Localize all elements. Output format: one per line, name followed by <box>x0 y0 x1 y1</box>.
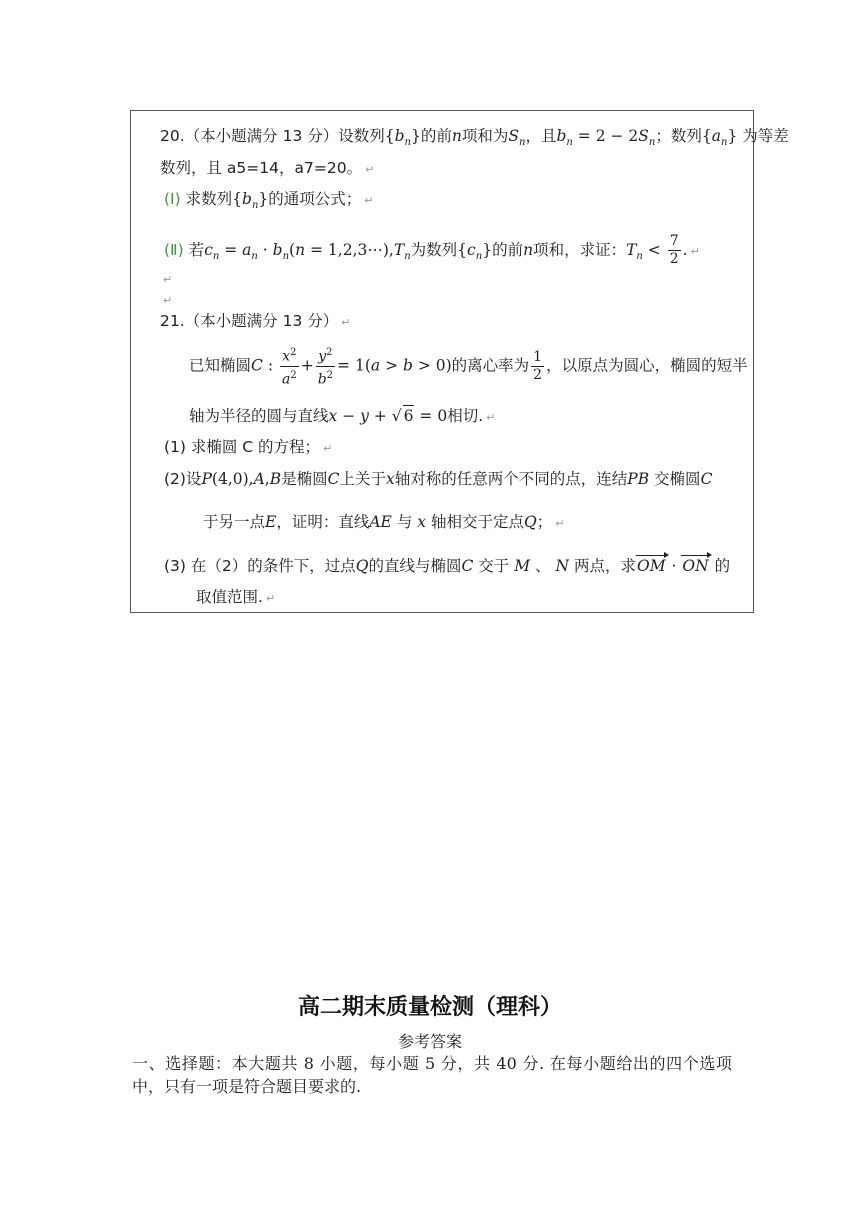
empty-paragraph: ↵ <box>163 273 173 286</box>
q20-part1: (Ⅰ) 求数列$\{b_n\}$的通项公式； ↵ <box>164 190 374 212</box>
section-one-instructions: 一、选择题：本大题共 8 小题，每小题 5 分，共 40 分. 在每小题给出的四个选项中，只有一项是符合题目要求的. <box>132 1054 732 1096</box>
fraction-seven-halves: $\frac{7}{2}$ <box>669 233 679 267</box>
answer-key-title: 高二期末质量检测（理科） <box>297 994 562 1020</box>
fraction-one-half: $\frac{1}{2}$ <box>533 348 543 383</box>
q20-line2: 数列，且 a5=14，a7=20。 ↵ <box>160 159 375 177</box>
empty-paragraph: ↵ <box>163 294 173 307</box>
q20-line1: 20.（本小题满分 13 分）设数列$\{b_n\}$的前n项和为$S_n$，且$b_n = 2 - 2S_n$；数列$\{a_n\}$ 为等差 <box>160 127 789 149</box>
q20-heading: 20.（本小题满分 13 分）设数列 <box>160 127 385 145</box>
q21-part3-line2: 取值范围. ↵ <box>196 588 276 606</box>
answer-key-subtitle: 参考答案 <box>397 1032 462 1051</box>
q20-part2: (Ⅱ) 若$c_n = a_n \cdot b_n(n$ = $1,2,3\cdots),T_n$为数列$\{c_n\}$的前n项和，求证：$T_n$ < $\frac{7}{2}$ . ↵ <box>164 233 700 267</box>
q21-part2-line1: (2)设P(4,0),A,B是椭圆C上关于x轴对称的任意两个不同的点，连结PB 交椭圆C <box>164 470 713 488</box>
q21-stem-line1: 已知椭圆C : $\frac{x^2}{a^2}$ + $\frac{y^2}{b^2}$ = 1(a > b > 0)的离心率为 $\frac{1}{2}$ ，以原点为圆心，椭圆的短半 <box>189 344 748 388</box>
q21-part1: (1) 求椭圆 C 的方程； ↵ <box>164 438 333 456</box>
q21-part3-line1: (3) 在（2）的条件下，过点Q的直线与椭圆C 交于 M 、 N 两点，求OM · ON 的 <box>164 557 731 575</box>
q21-heading: 21.（本小题满分 13 分） ↵ <box>160 312 351 330</box>
q21-part2-line2: 于另一点E，证明：直线AE 与 x 轴相交于定点Q； ↵ <box>203 513 565 531</box>
q21-stem-line2: 轴为半径的圆与直线x − y + √ 6 = 0相切. ↵ <box>189 407 496 425</box>
